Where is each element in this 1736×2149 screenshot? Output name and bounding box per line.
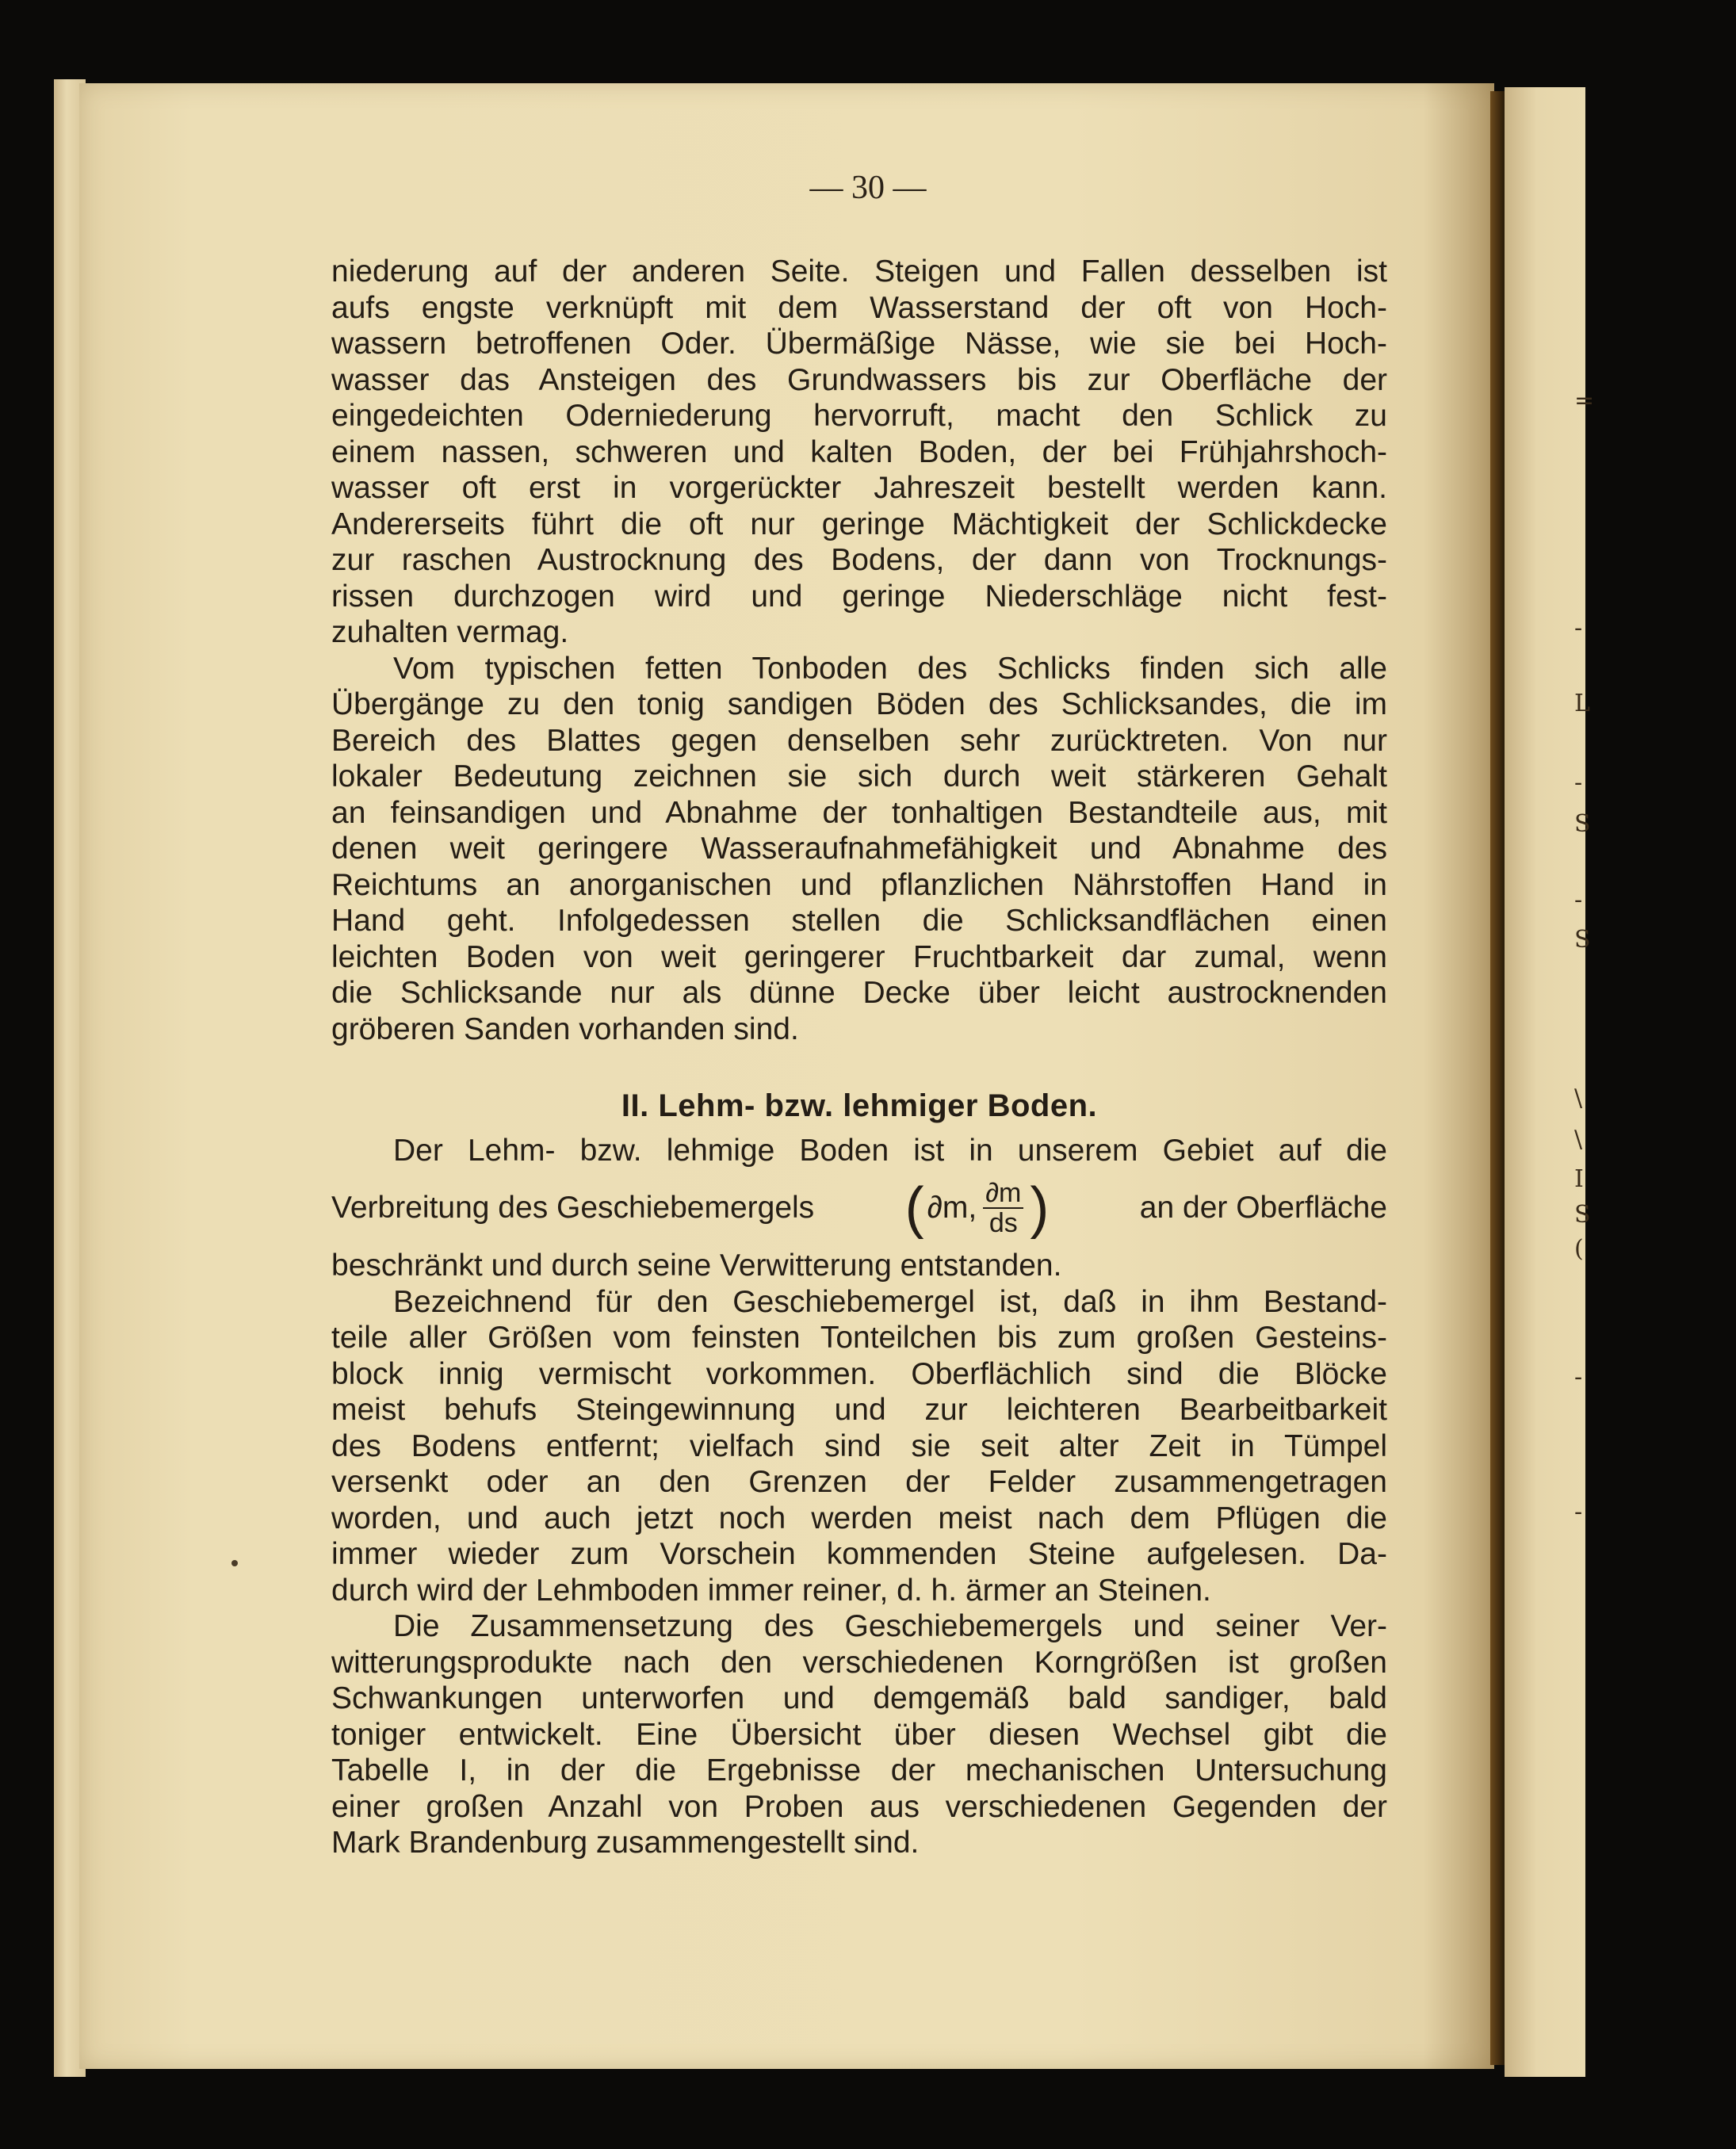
text-line: meist behufs Steingewinnung und zur leichteren Bearbeitbarkeit: [331, 1393, 1387, 1427]
adjacent-page-fragment: \: [1574, 1084, 1583, 1112]
text-line: rissen durchzogen wird und geringe Niederschläge nicht fest-: [331, 579, 1387, 614]
adjacent-page-fragment: -: [1574, 1498, 1583, 1526]
text-line: des Bodens entfernt; vielfach sind sie seit alter Zeit in Tümpel: [331, 1428, 1387, 1463]
text-line: eingedeichten Oderniederung hervorruft, macht den Schlick zu: [331, 399, 1387, 433]
adjacent-page-fragment: S: [1574, 926, 1591, 954]
text-line: denen weit geringere Wasseraufnahmefähigkeit und Abnahme des: [331, 832, 1387, 866]
text-line: worden, und auch jetzt noch werden meist nach dem Pflügen die: [331, 1501, 1387, 1535]
adjacent-page-fragment: -: [1574, 769, 1583, 797]
fraction-numerator: ∂m: [983, 1179, 1023, 1209]
adjacent-page-fragment: (: [1574, 1235, 1584, 1263]
adjacent-page-strip: [1505, 87, 1595, 2077]
text-line: einem nassen, schweren und kalten Boden, der bei Frühjahrshoch-: [331, 434, 1387, 469]
text-line: wasser das Ansteigen des Grundwassers bis zur Oberfläche der: [331, 362, 1387, 397]
geological-symbol-formula: [904, 1176, 1050, 1240]
text-line: Mark Brandenburg zusammengestellt sind.: [331, 1826, 920, 1860]
text-line: versenkt oder an den Grenzen der Felder zusammengetragen: [331, 1465, 1387, 1499]
text-line: einer großen Anzahl von Proben aus verschiedenen Gegenden der: [331, 1789, 1387, 1824]
text-line: Vom typischen fetten Tonboden des Schlicks finden sich alle: [393, 651, 1387, 686]
page-gutter-shadow: [1490, 91, 1505, 2065]
text-segment: an der Oberfläche: [1139, 1191, 1387, 1226]
paragraph-5: [331, 1608, 1387, 1861]
text-line: Bezeichnend für den Geschiebemergel ist, daß in ihm Bestand-: [393, 1284, 1387, 1319]
text-line: block innig vermischt vorkommen. Oberflächlich sind die Blöcke: [331, 1356, 1387, 1391]
paragraph-3: [331, 1133, 1387, 1284]
body-text: [331, 254, 1387, 1861]
page-number: — 30 —: [809, 170, 927, 206]
text-line: Bereich des Blattes gegen denselben sehr zurücktreten. Von nur: [331, 723, 1387, 758]
adjacent-page-fragment: -: [1574, 614, 1583, 642]
adjacent-page-fragment: -: [1574, 886, 1583, 914]
text-line: aufs engste verknüpft mit dem Wasserstand der oft von Hoch-: [331, 290, 1387, 325]
paragraph-1: [331, 254, 1387, 651]
adjacent-page-fragment: I: [1574, 1165, 1584, 1193]
adjacent-page-fragment: S: [1574, 810, 1591, 838]
text-line: durch wird der Lehmboden immer reiner, d. h. ärmer an Steinen.: [331, 1573, 1211, 1608]
ink-speck: [231, 1560, 238, 1566]
text-line: Schwankungen unterworfen und demgemäß bald sandiger, bald: [331, 1681, 1387, 1715]
text-line: Reichtums an anorganischen und pflanzlichen Nährstoffen Hand in: [331, 867, 1387, 902]
text-line: die Schlicksande nur als dünne Decke über leicht austrocknenden: [331, 976, 1387, 1010]
right-parenthesis: ): [1030, 1176, 1050, 1240]
left-parenthesis: (: [904, 1176, 924, 1240]
text-line: Übergänge zu den tonig sandigen Böden des Schlicksandes, die im: [331, 687, 1387, 721]
adjacent-page-fragment: \: [1574, 1126, 1583, 1153]
text-line: gröberen Sanden vorhanden sind.: [331, 1011, 799, 1046]
adjacent-page-fragment: -: [1574, 1363, 1583, 1391]
text-segment: Verbreitung des Geschiebemergels: [331, 1191, 815, 1226]
text-line: niederung auf der anderen Seite. Steigen und Fallen desselben ist: [331, 254, 1387, 289]
paragraph-2: [331, 651, 1387, 1048]
text-line: wasser oft erst in vorgerückter Jahreszeit bestellt werden kann.: [331, 471, 1387, 505]
text-line: Tabelle I, in der die Ergebnisse der mechanischen Untersuchung: [331, 1753, 1387, 1788]
formula-fraction: [983, 1179, 1023, 1237]
text-line: lokaler Bedeutung zeichnen sie sich durch weit stärkeren Gehalt: [331, 759, 1387, 793]
text-line: Die Zusammensetzung des Geschiebemergels und seiner Ver-: [393, 1609, 1387, 1643]
section-heading: II. Lehm- bzw. lehmiger Boden.: [621, 1088, 1098, 1123]
text-line: zuhalten vermag.: [331, 615, 569, 649]
paragraph-4: [331, 1284, 1387, 1609]
text-line: leichten Boden von weit geringerer Fruchtbarkeit dar zumal, wenn: [331, 939, 1387, 974]
formula-text-line: [331, 1172, 1387, 1245]
text-line: Hand geht. Infolgedessen stellen die Schlicksandflächen einen: [331, 904, 1387, 938]
fraction-denominator: ds: [988, 1208, 1018, 1238]
text-line: witterungsprodukte nach den verschiedenen Korngrößen ist großen: [331, 1645, 1387, 1680]
text-line: teile aller Größen vom feinsten Tonteilchen bis zum großen Gesteins-: [331, 1321, 1387, 1355]
text-line: an feinsandigen und Abnahme der tonhaltigen Bestandteile aus, mit: [331, 795, 1387, 830]
text-line: immer wieder zum Vorschein kommenden Steine aufgelesen. Da-: [331, 1537, 1387, 1571]
formula-symbol-a: ∂m,: [927, 1191, 977, 1226]
text-line: beschränkt und durch seine Verwitterung entstanden.: [331, 1248, 1062, 1283]
text-line: toniger entwickelt. Eine Übersicht über diesen Wechsel gibt die: [331, 1717, 1387, 1752]
text-line: zur raschen Austrocknung des Bodens, der dann von Trocknungs-: [331, 543, 1387, 577]
adjacent-page-fragment: S: [1574, 1201, 1591, 1229]
adjacent-page-fragment: =: [1574, 387, 1595, 415]
adjacent-page-fragment: L: [1574, 690, 1590, 717]
text-line: wassern betroffenen Oder. Übermäßige Nässe, wie sie bei Hoch-: [331, 327, 1387, 361]
text-line: Der Lehm- bzw. lehmige Boden ist in unserem Gebiet auf die: [393, 1133, 1387, 1168]
text-line: Andererseits führt die oft nur geringe Mächtigkeit der Schlickdecke: [331, 507, 1387, 541]
